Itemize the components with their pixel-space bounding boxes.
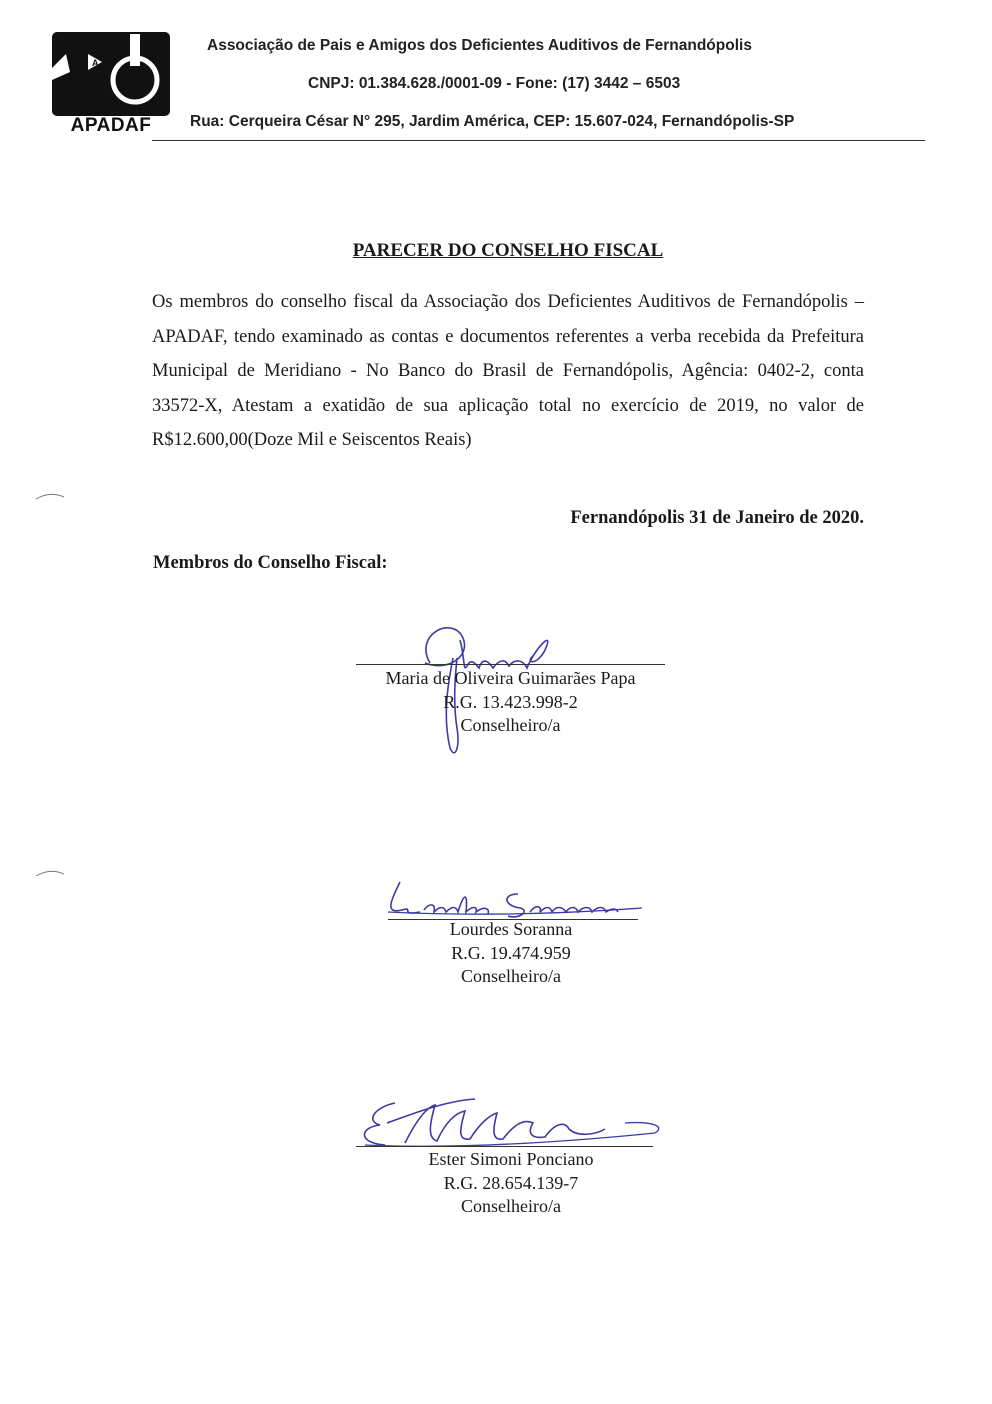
org-address: Rua: Cerqueira César N° 295, Jardim América, CEP: 15.607-024, Fernandópolis-SP bbox=[190, 113, 795, 130]
members-heading: Membros do Conselho Fiscal: bbox=[153, 553, 388, 573]
signatory-1 bbox=[346, 667, 675, 738]
signatory-role: Conselheiro/a bbox=[460, 715, 561, 735]
signatory-name: Lourdes Soranna bbox=[449, 919, 573, 939]
cnpj-phone: CNPJ: 01.384.628./0001-09 - Fone: (17) 3442 – 6503 bbox=[308, 75, 681, 92]
signatory-role: Conselheiro/a bbox=[461, 1196, 561, 1216]
signature-line bbox=[356, 664, 665, 665]
signatory-role: Conselheiro/a bbox=[461, 966, 561, 986]
signatory-name: Ester Simoni Ponciano bbox=[428, 1149, 594, 1169]
document-date: Fernandópolis 31 de Janeiro de 2020. bbox=[570, 508, 864, 528]
signatory-rg: R.G. 28.654.139-7 bbox=[443, 1172, 579, 1193]
scan-mark bbox=[36, 493, 64, 501]
scan-mark bbox=[36, 870, 64, 878]
signatory-rg: R.G. 19.474.959 bbox=[451, 942, 571, 963]
ear-logo-icon bbox=[52, 32, 170, 116]
org-name: Associação de Pais e Amigos dos Deficientes Auditivos de Fernandópolis bbox=[207, 37, 752, 54]
document-body: Os membros do conselho fiscal da Associação dos Deficientes Auditivos de Fernandópolis –APADAF, tendo examinado as contas e documentos referentes a verba recebida da Prefeitura Municipal de Meridiano - No Banco do Brasil de Fernandópolis, Agência: 0402-2, conta 33572-X, Atestam a exatidão de sua aplicação total no exercício de 2019, no valor de R$12.600,00(Doze Mil e Seiscentos Reais) bbox=[152, 292, 864, 450]
svg-text:A: A bbox=[92, 58, 99, 68]
document-title: PARECER DO CONSELHO FISCAL bbox=[352, 240, 664, 261]
apadaf-logo bbox=[52, 32, 170, 136]
handwritten-signature bbox=[380, 872, 650, 924]
logo-text: APADAF bbox=[70, 115, 152, 136]
signature-line bbox=[356, 1146, 653, 1147]
signatory-3 bbox=[381, 1148, 641, 1219]
signatory-2 bbox=[386, 918, 636, 989]
signatory-name: Maria de Oliveira Guimarães Papa bbox=[385, 668, 636, 688]
header-divider bbox=[152, 140, 925, 141]
signatory-rg: R.G. 13.423.998-2 bbox=[443, 691, 578, 712]
